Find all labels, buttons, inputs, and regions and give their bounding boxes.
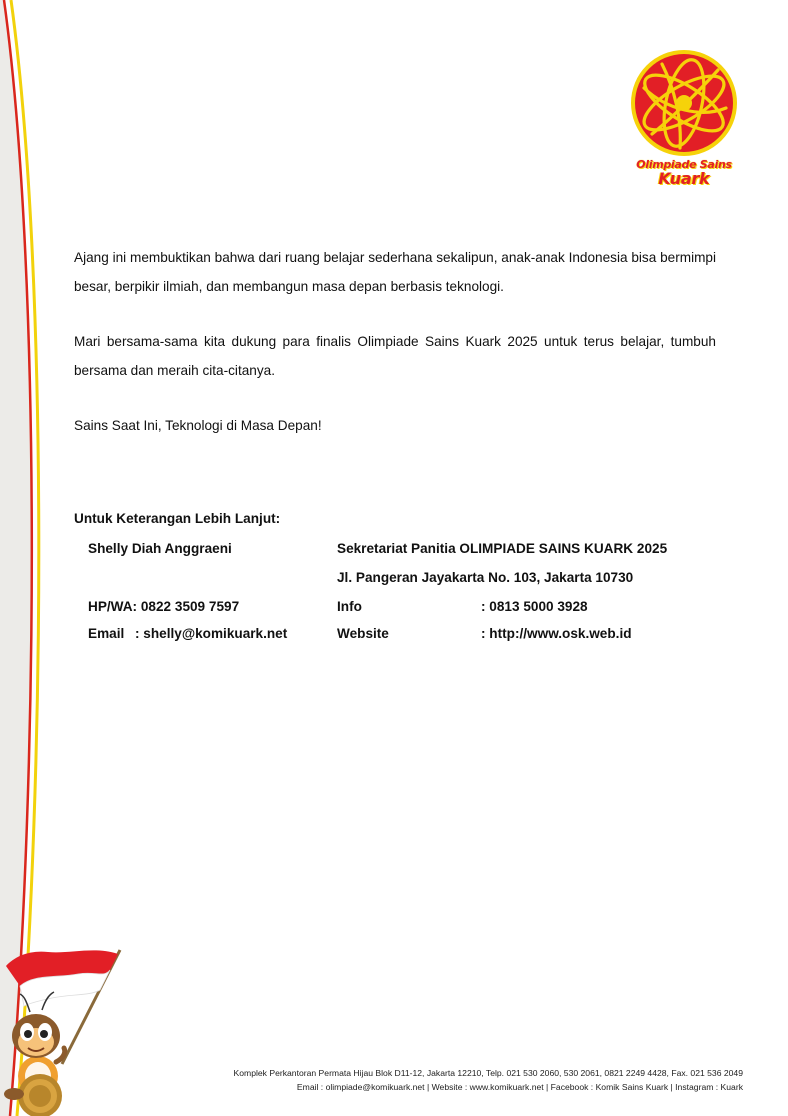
contact-person-name: Shelly Diah Anggraeni	[88, 541, 232, 556]
olimpiade-sains-kuark-logo	[622, 48, 746, 190]
logo-text-line2: Kuark	[658, 169, 710, 188]
contact-phone: HP/WA: 0822 3509 7597	[88, 599, 240, 614]
secretariat-name: Sekretariat Panitia OLIMPIADE SAINS KUARK 2025	[337, 541, 668, 556]
info-label: Info	[337, 599, 362, 614]
globe-icon	[622, 48, 746, 160]
website-value: : http://www.osk.web.id	[481, 626, 632, 641]
paragraph-3: Sains Saat Ini, Teknologi di Masa Depan!	[74, 418, 322, 433]
mascot-with-flag-illustration	[0, 944, 130, 1116]
contact-email-value: : shelly@komikuark.net	[135, 626, 288, 641]
website-label: Website	[337, 626, 389, 641]
paragraph-1: Ajang ini membuktikan bahwa dari ruang belajar sederhana sekalipun, anak-anak Indonesia bisa bermimpi besar, berpikir ilmiah, dan membangun masa depan berbasis teknologi.	[74, 250, 716, 294]
letter-body	[74, 243, 716, 440]
footer	[234, 1066, 743, 1094]
footer-address: Komplek Perkantoran Permata Hijau Blok D11-12, Jakarta 12210, Telp. 021 530 2060, 530 2061, 0821 2249 4428, Fax. 021 536 2049	[233, 1068, 743, 1078]
paragraph-2: Mari bersama-sama kita dukung para finalis Olimpiade Sains Kuark 2025 untuk terus belajar, tumbuh bersama dan meraih cita-citanya.	[74, 334, 716, 378]
logo-text-line1: Olimpiade Sains	[636, 158, 732, 171]
info-value: : 0813 5000 3928	[481, 599, 588, 614]
secretariat-address: Jl. Pangeran Jayakarta No. 103, Jakarta 10730	[337, 570, 634, 585]
footer-contacts: Email : olimpiade@komikuark.net | Website : www.komikuark.net | Facebook : Komik Sains Kuark | Instagram : Kuark	[296, 1082, 743, 1092]
contact-email-label: Email	[88, 626, 125, 641]
contact-heading: Untuk Keterangan Lebih Lanjut:	[74, 511, 281, 526]
